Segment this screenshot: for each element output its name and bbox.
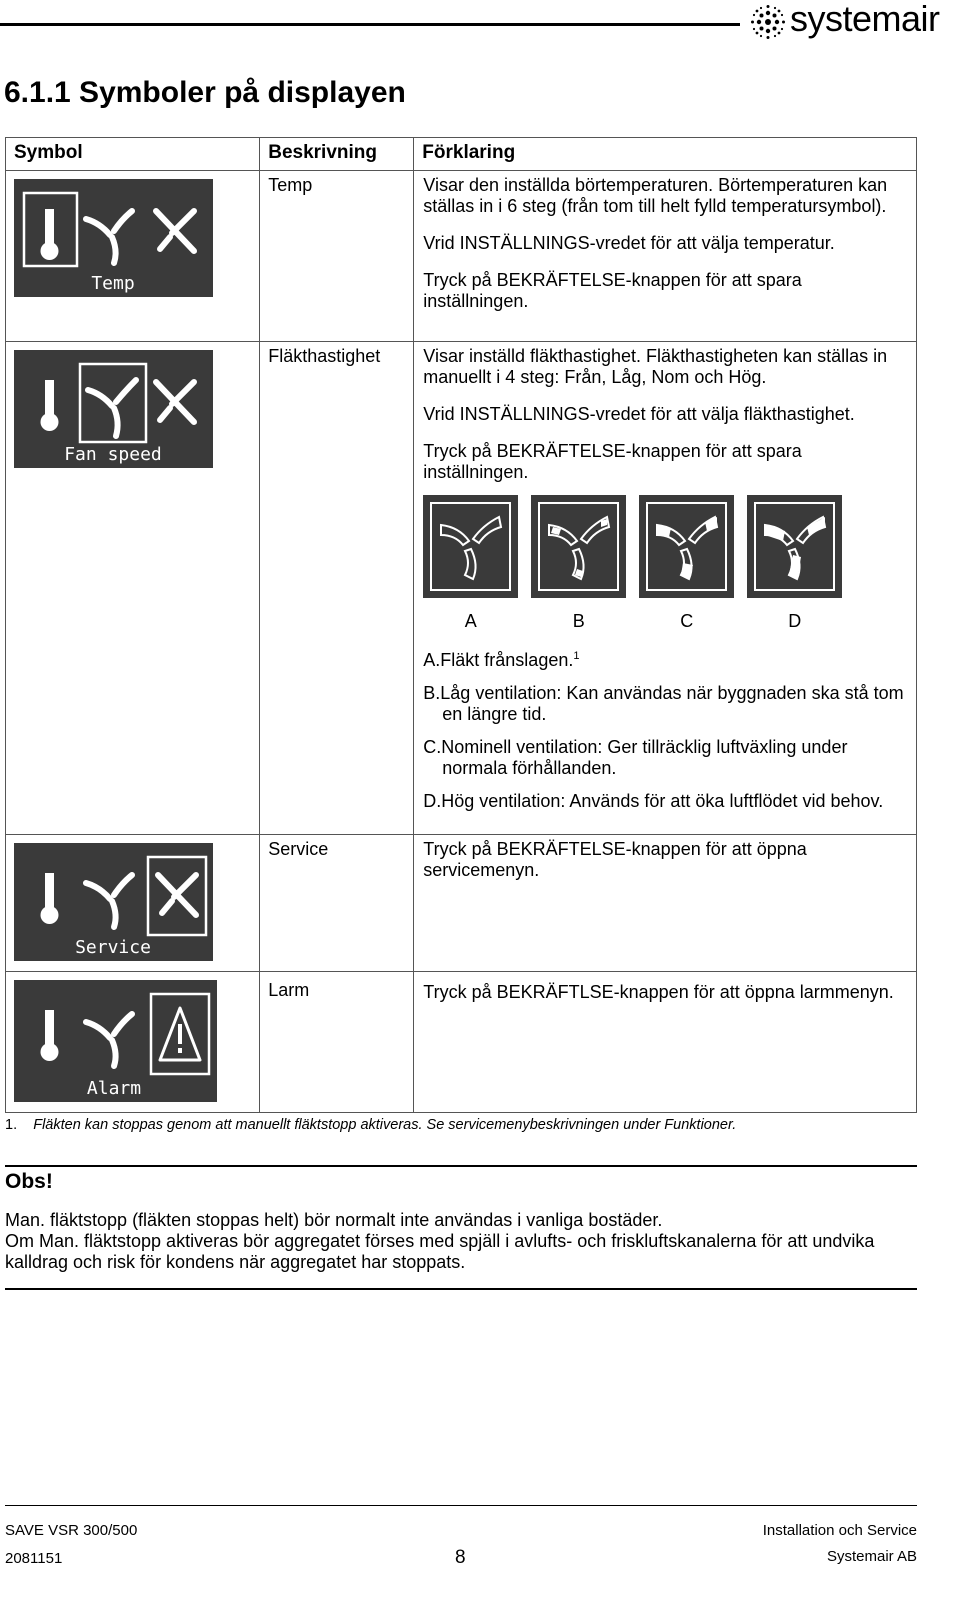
systemair-logo — [750, 2, 950, 42]
fan-high-icon — [747, 495, 842, 598]
explanation-cell — [414, 972, 917, 1113]
explanation-paragraph: Tryck på BEKRÄFTLSE-knappen för att öppna larmmenyn. — [423, 982, 894, 1002]
footer-category: Installation och Service — [762, 1522, 917, 1539]
fan-level-icons — [423, 495, 908, 632]
fan-level-c — [639, 495, 734, 632]
table-row — [6, 972, 917, 1113]
logo-dots-icon — [750, 4, 786, 40]
display-caption: Service — [75, 937, 151, 958]
description-cell: Service — [260, 835, 414, 972]
fan-off-icon — [423, 495, 518, 598]
fan-level-b — [531, 495, 626, 632]
symbol-cell — [6, 835, 260, 972]
list-item: B.Låg ventilation: Kan användas när byggnaden ska stå tom en längre tid. — [423, 683, 904, 724]
table-row — [6, 171, 917, 342]
note-title: Obs! — [5, 1170, 53, 1193]
fan-label-a: A — [464, 611, 477, 631]
note-rule-top — [5, 1165, 917, 1167]
description-cell: Fläkthastighet — [260, 342, 414, 835]
footnote-ref: 1 — [573, 650, 580, 662]
footnote-text: Fläkten kan stoppas genom att manuellt fläktstopp aktiveras. Se servicemenybeskrivningen under Funktioner. — [33, 1117, 737, 1133]
description-cell: Larm — [260, 972, 414, 1113]
list-item: D.Hög ventilation: Används för att öka luftflödet vid behov. — [423, 791, 884, 811]
table-row — [6, 342, 917, 835]
fan-label-c: C — [680, 611, 694, 631]
fan-level-a — [423, 495, 518, 632]
list-item: C.Nominell ventilation: Ger tillräcklig luftväxling under normala förhållanden. — [423, 737, 848, 778]
symbol-cell — [6, 972, 260, 1113]
fan-level-d — [747, 495, 842, 632]
footer-rule — [5, 1505, 917, 1506]
explanation-paragraph: Vrid INSTÄLLNINGS-vredet för att välja temperatur. — [423, 233, 835, 253]
header-rule — [0, 23, 740, 26]
table-header-row — [6, 138, 917, 171]
fan-level-list — [423, 646, 908, 812]
footnote-number: 1. — [5, 1117, 18, 1133]
table-row — [6, 835, 917, 972]
display-caption: Temp — [91, 273, 135, 294]
explanation-paragraph: Tryck på BEKRÄFTELSE-knappen för att spara inställningen. — [423, 441, 802, 482]
explanation-paragraph: Tryck på BEKRÄFTELSE-knappen för att öppna servicemenyn. — [423, 839, 807, 880]
symbol-table — [5, 137, 917, 1113]
fan-label-b: B — [572, 611, 585, 631]
footer-doc-number: 2081151 — [5, 1550, 63, 1567]
logo-text: systemair — [790, 0, 940, 39]
page-number: 8 — [455, 1547, 466, 1568]
explanation-paragraph: Visar inställd fläkthastighet. Fläkthastigheten kan ställas in manuellt i 4 steg: Från, Låg, Nom och Hög. — [423, 346, 888, 387]
section-title: 6.1.1 Symboler på displayen — [4, 76, 406, 109]
note-body — [5, 1210, 910, 1273]
footnote — [5, 1117, 736, 1133]
explanation-cell — [414, 342, 917, 835]
note-rule-bottom — [5, 1288, 917, 1290]
explanation-paragraph: Visar den inställda börtemperaturen. Börtemperaturen kan ställas in i 6 steg (från tom till helt fylld temperatursymbol). — [423, 175, 888, 216]
fan-nominal-icon — [639, 495, 734, 598]
fan-label-d: D — [788, 611, 802, 631]
symbol-cell — [6, 171, 260, 342]
explanation-cell — [414, 835, 917, 972]
footer-product: SAVE VSR 300/500 — [5, 1522, 138, 1539]
explanation-paragraph: Vrid INSTÄLLNINGS-vredet för att välja fläkthastighet. — [423, 404, 855, 424]
symbol-cell — [6, 342, 260, 835]
description-cell: Temp — [260, 171, 414, 342]
col-header-description: Beskrivning — [260, 138, 414, 171]
display-caption: Fan speed — [64, 444, 162, 465]
note-line: Om Man. fläktstopp aktiveras bör aggregatet förses med spjäll i avlufts- och friskluftskanalerna för att undvika kalldrag och risk för kondens när aggregatet har stoppats. — [5, 1231, 875, 1272]
note-line: Man. fläktstopp (fläkten stoppas helt) bör normalt inte användas i vanliga bostäder. — [5, 1210, 663, 1230]
explanation-paragraph: Tryck på BEKRÄFTELSE-knappen för att spara inställningen. — [423, 270, 802, 311]
service-display-icon — [14, 843, 213, 961]
explanation-cell — [414, 171, 917, 342]
display-caption: Alarm — [86, 1078, 142, 1099]
footer-company: Systemair AB — [826, 1548, 917, 1565]
col-header-symbol: Symbol — [6, 138, 260, 171]
fan-low-icon — [531, 495, 626, 598]
col-header-explanation: Förklaring — [414, 138, 917, 171]
list-item: A.Fläkt frånslagen.$^1$ — [423, 650, 580, 670]
alarm-display-icon — [14, 980, 217, 1102]
temp-display-icon — [14, 179, 213, 297]
fan-speed-display-icon — [14, 350, 213, 468]
